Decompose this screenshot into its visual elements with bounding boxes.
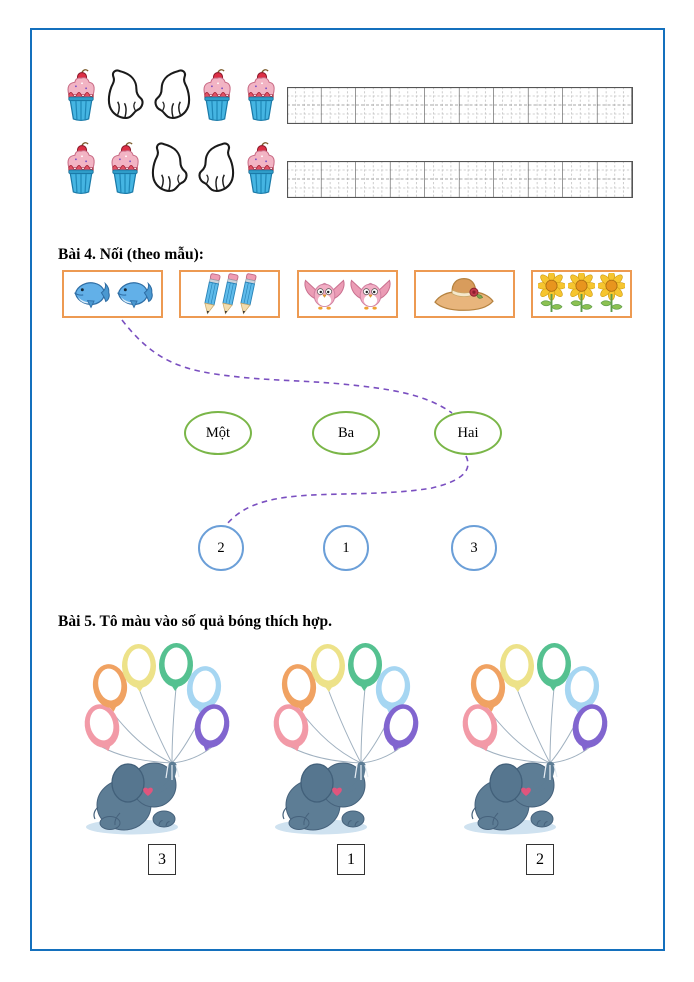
word-oval-mot[interactable] bbox=[184, 411, 252, 455]
elephant-balloons-icon[interactable] bbox=[440, 635, 620, 835]
hand-icon bbox=[150, 68, 194, 124]
cupcake-icon bbox=[60, 69, 102, 124]
answer-box-label: 3 bbox=[158, 850, 166, 868]
sunflower-icon bbox=[538, 273, 565, 315]
counting-row-2 bbox=[60, 141, 282, 197]
bird-icon bbox=[349, 277, 392, 312]
hand-icon bbox=[104, 68, 148, 124]
answer-box-3[interactable] bbox=[148, 844, 176, 875]
word-oval-hai[interactable] bbox=[434, 411, 502, 455]
cupcake-icon bbox=[60, 142, 102, 197]
cupcake-icon bbox=[104, 142, 146, 197]
exercise4-title: Bài 4. Nối (theo mẫu): bbox=[58, 246, 204, 263]
bai5-elephant-groups bbox=[62, 635, 620, 875]
answer-row bbox=[251, 844, 431, 875]
writing-grid[interactable] bbox=[287, 161, 633, 198]
elephant-group-2 bbox=[251, 635, 431, 875]
picture-box-hat[interactable] bbox=[414, 270, 515, 318]
dolphin-icon bbox=[114, 278, 154, 311]
sunflower-icon bbox=[598, 273, 625, 315]
picture-box-dolphins[interactable] bbox=[62, 270, 163, 318]
elephant-balloons-icon[interactable] bbox=[62, 635, 242, 835]
answer-row bbox=[62, 844, 242, 875]
dolphin-icon bbox=[71, 278, 111, 311]
elephant-group-1 bbox=[62, 635, 242, 875]
word-oval-ba[interactable] bbox=[312, 411, 380, 455]
word-oval-label: Ba bbox=[337, 424, 355, 441]
number-circle-1[interactable] bbox=[323, 525, 369, 571]
answer-box-1[interactable] bbox=[337, 844, 365, 875]
number-circle-2[interactable] bbox=[198, 525, 244, 571]
elephant-group-3 bbox=[440, 635, 620, 875]
word-oval-label: Hai bbox=[457, 424, 479, 441]
number-circle-label: 2 bbox=[217, 539, 225, 556]
answer-box-label: 2 bbox=[536, 850, 544, 868]
word-oval-label: Một bbox=[205, 424, 231, 441]
exercise5-title: Bài 5. Tô màu vào số quả bóng thích hợp. bbox=[58, 613, 333, 630]
hand-icon bbox=[194, 141, 238, 197]
counting-row-1 bbox=[60, 68, 282, 124]
answer-row bbox=[440, 844, 620, 875]
picture-box-sunflowers[interactable] bbox=[531, 270, 632, 318]
bird-icon bbox=[303, 277, 346, 312]
hand-icon bbox=[148, 141, 192, 197]
answer-box-label: 1 bbox=[347, 850, 355, 868]
answer-box-2[interactable] bbox=[526, 844, 554, 875]
hat-icon bbox=[432, 275, 496, 313]
cupcake-icon bbox=[240, 69, 282, 124]
number-circle-label: 3 bbox=[470, 539, 478, 556]
picture-box-pencils[interactable] bbox=[179, 270, 280, 318]
number-circle-label: 1 bbox=[342, 539, 350, 556]
writing-grid[interactable] bbox=[287, 87, 633, 124]
bai4-picture-boxes bbox=[62, 270, 632, 318]
number-circle-3[interactable] bbox=[451, 525, 497, 571]
cupcake-icon bbox=[196, 69, 238, 124]
picture-box-birds[interactable] bbox=[297, 270, 398, 318]
cupcake-icon bbox=[240, 142, 282, 197]
elephant-balloons-icon[interactable] bbox=[251, 635, 431, 835]
sunflower-icon bbox=[568, 273, 595, 315]
